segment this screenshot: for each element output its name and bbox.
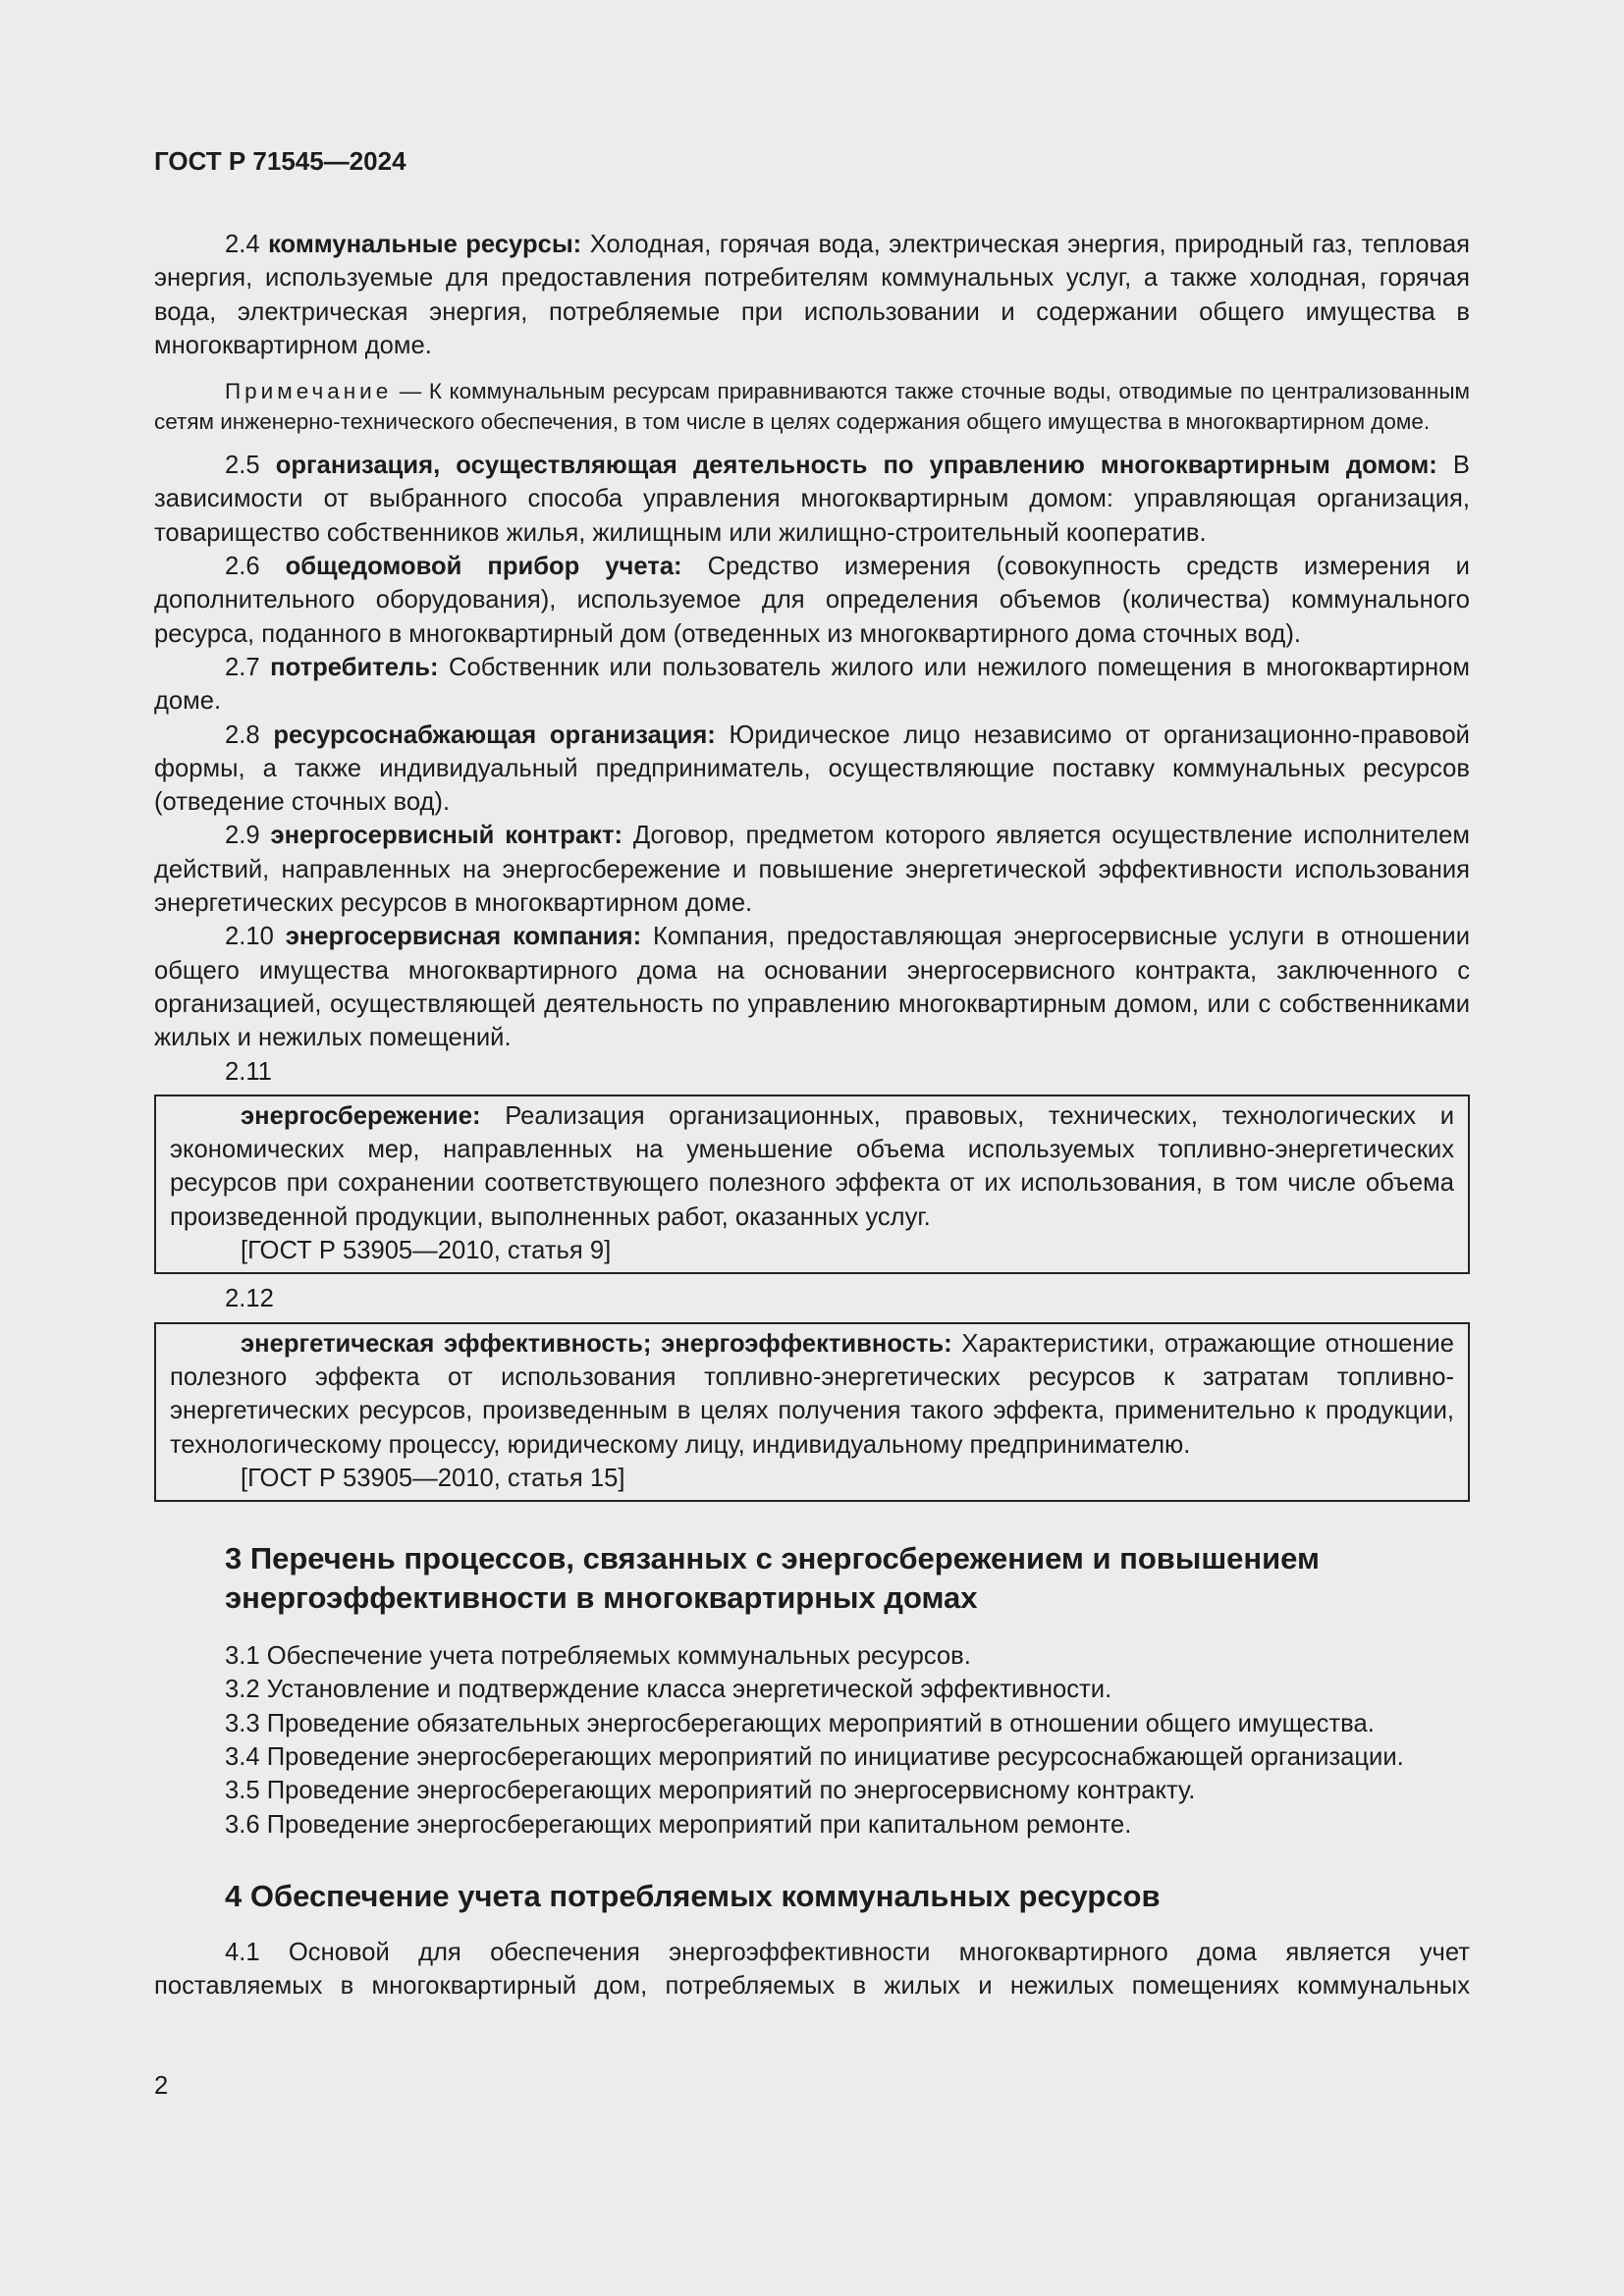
definition-text: Характеристики, отражающие отношение полезного эффекта от использования топливно-энергетических ресурсов к затратам топливно-энергетических ресурсов, произведенным в целях получения такого эффекта, применительно к продукции, технологическому процессу, юридическому лицу, индивидуальному предпринимателю. [170,1329,1454,1459]
definition-number: 2.6 [225,553,260,581]
definition-source: [ГОСТ Р 53905—2010, статья 15] [241,1464,625,1492]
definition-text: Средство измерения (совокупность средств измерения и дополнительного оборудования), используемое для определения объемов (количества) коммунального ресурса, поданного в многоквартирный дом (отведенных из многоквартирного дома сточных вод). [154,553,1470,648]
definition-term: потребитель: [270,653,439,681]
definition-2-10 [154,920,1470,1054]
section-3-list [154,1639,1470,1842]
document-page [154,145,1470,2002]
definition-2-7 [154,651,1470,719]
definition-number-2-12: 2.12 [225,1285,274,1313]
definition-2-4 [154,228,1470,362]
definition-number: 2.7 [225,653,260,681]
definition-term: общедомовой прибор учета: [285,553,682,581]
definition-2-5 [154,449,1470,550]
definition-term: энергосервисная компания: [285,923,642,951]
definition-number: 2.9 [225,822,260,850]
definition-text: Компания, предоставляющая энергосервисные услуги в отношении общего имущества многоквартирного дома на основании энергосервисного контракта, заключенного с организацией, осуществляющей деятельность по управлению многоквартирным домом, или с собственниками жилых и нежилых помещений. [154,923,1470,1052]
definition-number: 2.5 [225,452,260,480]
definition-number: 2.10 [225,923,274,951]
definition-term: энергосервисный контракт: [270,822,623,850]
definition-number: 2.8 [225,721,260,749]
list-item: 3.6 Проведение энергосберегающих мероприятий при капитальном ремонте. [225,1810,1132,1839]
definition-2-6 [154,550,1470,651]
list-item: 3.5 Проведение энергосберегающих мероприятий по энергосервисному контракту. [225,1777,1196,1805]
note-label: Примечание [225,379,393,404]
definition-source: [ГОСТ Р 53905—2010, статья 9] [241,1237,612,1265]
definition-text: Холодная, горячая вода, электрическая энергия, природный газ, тепловая энергия, используемые для предоставления потребителям коммунальных услуг, а также холодная, горячая вода, электрическая энергия, потребляемые при использовании и содержании общего имущества в многоквартирном доме. [154,231,1470,359]
definition-term: энергосбережение: [241,1101,481,1130]
note [154,376,1470,437]
definition-term: коммунальные ресурсы: [268,231,582,258]
boxed-definition-2-11 [154,1095,1470,1274]
definition-text: В зависимости от выбранного способа управления многоквартирным домом: управляющая организация, товарищество собственников жилья, жилищным или жилищно-строительный кооператив. [154,452,1470,547]
document-id-header: ГОСТ Р 71545—2024 [154,146,406,176]
definition-number: 2.4 [225,231,260,258]
list-item: 3.3 Проведение обязательных энергосберегающих мероприятий в отношении общего имущества. [225,1709,1375,1737]
page-number: 2 [154,2072,169,2100]
definition-text: Реализация организационных, правовых, технических, технологических и экономических мер, направленных на уменьшение объема используемых топливно-энергетических ресурсов при сохранении соответствующего полезного эффекта от их использования, в том числе объема произведенной продукции, выполненных работ, оказанных услуг. [170,1101,1454,1231]
section-3-heading: 3 Перечень процессов, связанных с энергосбережением и повышением энергоэффективности в многоквартирных домах [225,1541,1320,1616]
boxed-definition-2-12 [154,1322,1470,1502]
definition-number-2-11: 2.11 [225,1057,272,1086]
boxed-definition-body [170,1327,1454,1462]
definition-term: организация, осуществляющая деятельность по управлению многоквартирным домом: [275,452,1437,480]
section-4-heading: 4 Обеспечение учета потребляемых коммунальных ресурсов [225,1878,1161,1913]
definition-text: Юридическое лицо независимо от организационно-правовой формы, а также индивидуальный предприниматель, осуществляющие поставку коммунальных ресурсов (отведение сточных вод). [154,721,1470,817]
definition-2-8 [154,719,1470,820]
definition-text: Договор, предметом которого является осуществление исполнителем действий, направленных на энергосбережение и повышение энергетической эффективности использования энергетических ресурсов в многоквартирном доме. [154,822,1470,918]
definition-term: энергетическая эффективность; энергоэффективность: [241,1329,952,1358]
note-text: — К коммунальным ресурсам приравниваются также сточные воды, отводимые по централизованным сетям инженерно-технического обеспечения, в том числе в целях содержания общего имущества в многоквартирном доме. [154,379,1470,435]
paragraph-4-1: 4.1 Основой для обеспечения энергоэффективности многоквартирного дома является учет поставляемых в многоквартирный дом, потребляемых в жилых и нежилых помещениях коммунальных [154,1938,1470,2001]
list-item: 3.1 Обеспечение учета потребляемых коммунальных ресурсов. [225,1642,971,1671]
definition-2-9 [154,819,1470,920]
definition-term: ресурсоснабжающая организация: [273,721,716,749]
list-item: 3.4 Проведение энергосберегающих мероприятий по инициативе ресурсоснабжающей организации. [225,1742,1404,1771]
boxed-definition-body [170,1099,1454,1234]
list-item: 3.2 Установление и подтверждение класса энергетической эффективности. [225,1676,1112,1704]
definition-text: Собственник или пользователь жилого или нежилого помещения в многоквартирном доме. [154,653,1470,716]
